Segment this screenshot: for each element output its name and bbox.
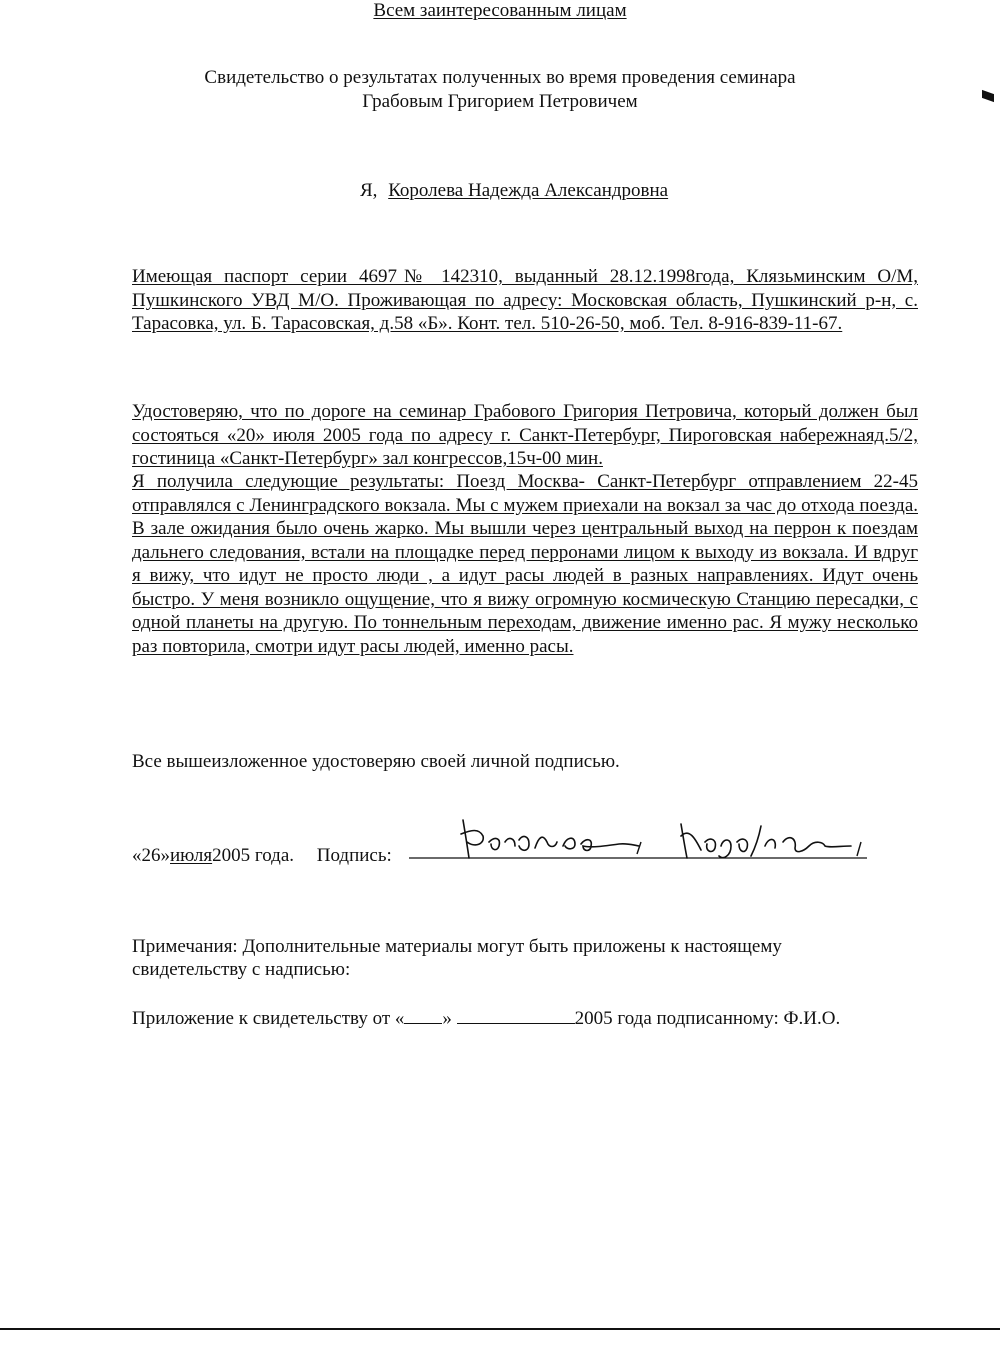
appendix-line	[132, 1005, 840, 1030]
title-line-2: Грабовым Григорием Петровичем	[362, 91, 638, 112]
signature-slash	[637, 842, 641, 854]
addressee-line	[0, 0, 1000, 22]
signature-label: Подпись:	[316, 845, 392, 866]
date-month: июля	[170, 845, 213, 866]
declarant-prefix: Я,	[360, 180, 378, 201]
certification-statement: Все вышеизложенное удостоверяю своей личной подписью.	[132, 751, 620, 772]
date-year: 2005 года.	[212, 845, 294, 866]
addressee: Всем заинтересованным лицам	[373, 0, 627, 21]
signature-stroke	[461, 820, 639, 858]
scan-edge-line	[0, 1328, 1000, 1330]
document-title	[0, 66, 1000, 114]
declarant-line	[360, 180, 668, 202]
end-slash	[857, 842, 861, 856]
testimony-intro: Удостоверяю, что по дороге на семинар Грабового Григория Петровича, который должен был состояться «20» июля 2005 года по адресу г. Санкт-Петербург, Пироговская набережнаяд.5/2, гостиница «Санкт-Петербург» зал конгрессов,15ч-00 мин.	[132, 401, 918, 469]
handwritten-signature	[405, 812, 875, 872]
appendix-mid: »	[442, 1008, 452, 1029]
appendix-month-blank	[457, 1005, 575, 1024]
appendix-prefix: Приложение к свидетельству от «	[132, 1008, 405, 1029]
signature-row	[132, 845, 392, 867]
title-line-1: Свидетельство о результатах полученных во время проведения семинара	[204, 67, 796, 88]
notes-paragraph: Примечания: Дополнительные материалы могут быть приложены к настоящему свидетельству с надписью:	[132, 936, 782, 980]
appendix-day-blank	[404, 1005, 442, 1024]
identity-paragraph: Имеющая паспорт серии 4697№ 142310, выданный 28.12.1998года, Клязьминским О/М, Пушкинского УВД М/О. Проживающая по адресу: Московская область, Пушкинский р-н, с. Тарасовка, ул. Б. Тарасовская, д.58 «Б». Конт. тел. 510-26-50, моб. Тел. 8-916-839-11-67.	[132, 266, 918, 334]
date-day: «26»	[132, 845, 170, 866]
testimony-results: Я получила следующие результаты: Поезд Москва- Санкт-Петербург отправлением 22-45 отправлялся с Ленинградского вокзала. Мы с мужем приехали на вокзал за час до отхода поезда. В зале ожидания было очень жарко. Мы вышли через центральный выход на перрон к поездам дальнего следования, встали на площадке перед перронами лицом к выходу из вокзала. И вдруг я вижу, что идут не просто люди , а идут расы людей в разных направлениях. Идут очень быстро. У меня возникло ощущение, что я вижу огромную космическую Станцию пересадки, с одной планеты на другую. По тоннельным переходам, движение именно рас. Я мужу несколько раз повторила, смотри идут расы людей, именно расы.	[132, 471, 918, 657]
appendix-suffix: 2005 года подписанному: Ф.И.О.	[574, 1008, 841, 1029]
declarant-name: Королева Надежда Александровна	[388, 180, 669, 201]
transcript-stroke	[681, 824, 851, 858]
